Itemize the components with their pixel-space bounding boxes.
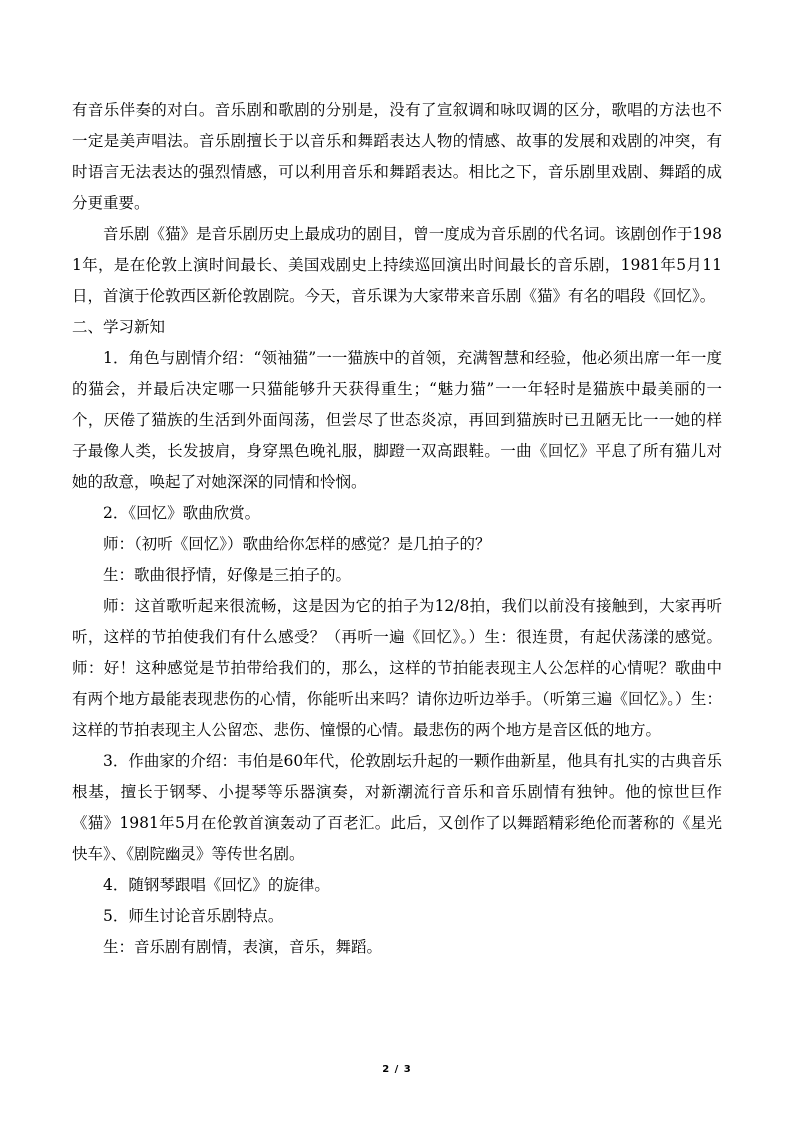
page-number: 2 / 3: [382, 1064, 412, 1075]
paragraph-song-appreciation: 2．《回忆》歌曲欣赏。: [103, 504, 261, 522]
paragraph-discussion: 5．师生讨论音乐剧特点。: [103, 907, 284, 925]
paragraph-sing-along: 4．随钢琴跟唱《回忆》的旋律。: [103, 876, 330, 894]
paragraph-roles-and-plot: 1．角色与剧情介绍：“领袖猫”一一猫族中的首领，充满智慧和经验，他必须出席一年一度的猫会，并最后决定哪一只猫能够升天获得重生；“魅力猫”一一年轻时是猫族中最美丽的一个，厌倦了猫族的生活到外面闯荡，但尝尽了世态炎凉，再回到猫族时已丑陋无比一一她的样子最像人类，长发披肩，身穿黑色晚礼服，脚蹬一双高跟鞋。一曲《回忆》平息了所有猫儿对她的敌意，唤起了对她深深的同情和怜悯。: [72, 349, 722, 491]
document-body: [72, 95, 722, 963]
paragraph-teacher-question: 师：（初听《回忆》）歌曲给你怎样的感觉？是几拍子的？: [103, 535, 491, 553]
paragraph-cats-introduction: 音乐剧《猫》是音乐剧历史上最成功的剧目，曾一度成为音乐剧的代名词。该剧创作于1981年，是在伦敦上演时间最长、美国戏剧史上持续巡回演出时间最长的音乐剧，1981年5月11日，首演于伦敦西区新伦敦剧院。今天，音乐课为大家带来音乐剧《猫》有名的唱段《回忆》。: [72, 225, 722, 305]
paragraph-rhythm-discussion: 师：这首歌听起来很流畅，这是因为它的拍子为12/8拍，我们以前没有接触到，大家再听听，这样的节拍使我们有什么感受？（再听一遍《回忆》。）生：很连贯，有起伏荡漾的感觉。师：好！这种感觉是节拍带给我们的，那么，这样的节拍能表现主人公怎样的心情呢？歌曲中有两个地方最能表现悲伤的心情，你能听出来吗？请你边听边举手。（听第三遍《回忆》。）生：这样的节拍表现主人公留恋、悲伤、憧憬的心情。最悲伤的两个地方是音区低的地方。: [72, 597, 722, 739]
section-heading-new-knowledge: 二、学习新知: [72, 318, 166, 336]
paragraph-opera-comparison: 有音乐伴奏的对白。音乐剧和歌剧的分别是，没有了宣叙调和咏叹调的区分，歌唱的方法也不一定是美声唱法。音乐剧擅长于以音乐和舞蹈表达人物的情感、故事的发展和戏剧的冲突，有时语言无法表达的强烈情感，可以利用音乐和舞蹈表达。相比之下，音乐剧里戏剧、舞蹈的成分更重要。: [72, 101, 722, 212]
paragraph-features-answer: 生：音乐剧有剧情，表演，音乐，舞蹈。: [103, 938, 383, 956]
paragraph-composer-introduction: 3．作曲家的介绍：韦伯是60年代，伦敦剧坛升起的一颗作曲新星，他具有扎实的古典音乐根基，擅长于钢琴、小提琴等乐器演奏，对新潮流行音乐和音乐剧情有独钟。他的惊世巨作《猫》1981年5月在伦敦首演轰动了百老汇。此后，又创作了以舞蹈精彩绝伦而著称的《星光快车》、《剧院幽灵》等传世名剧。: [72, 752, 722, 863]
paragraph-student-answer: 生：歌曲很抒情，好像是三拍子的。: [103, 566, 352, 584]
